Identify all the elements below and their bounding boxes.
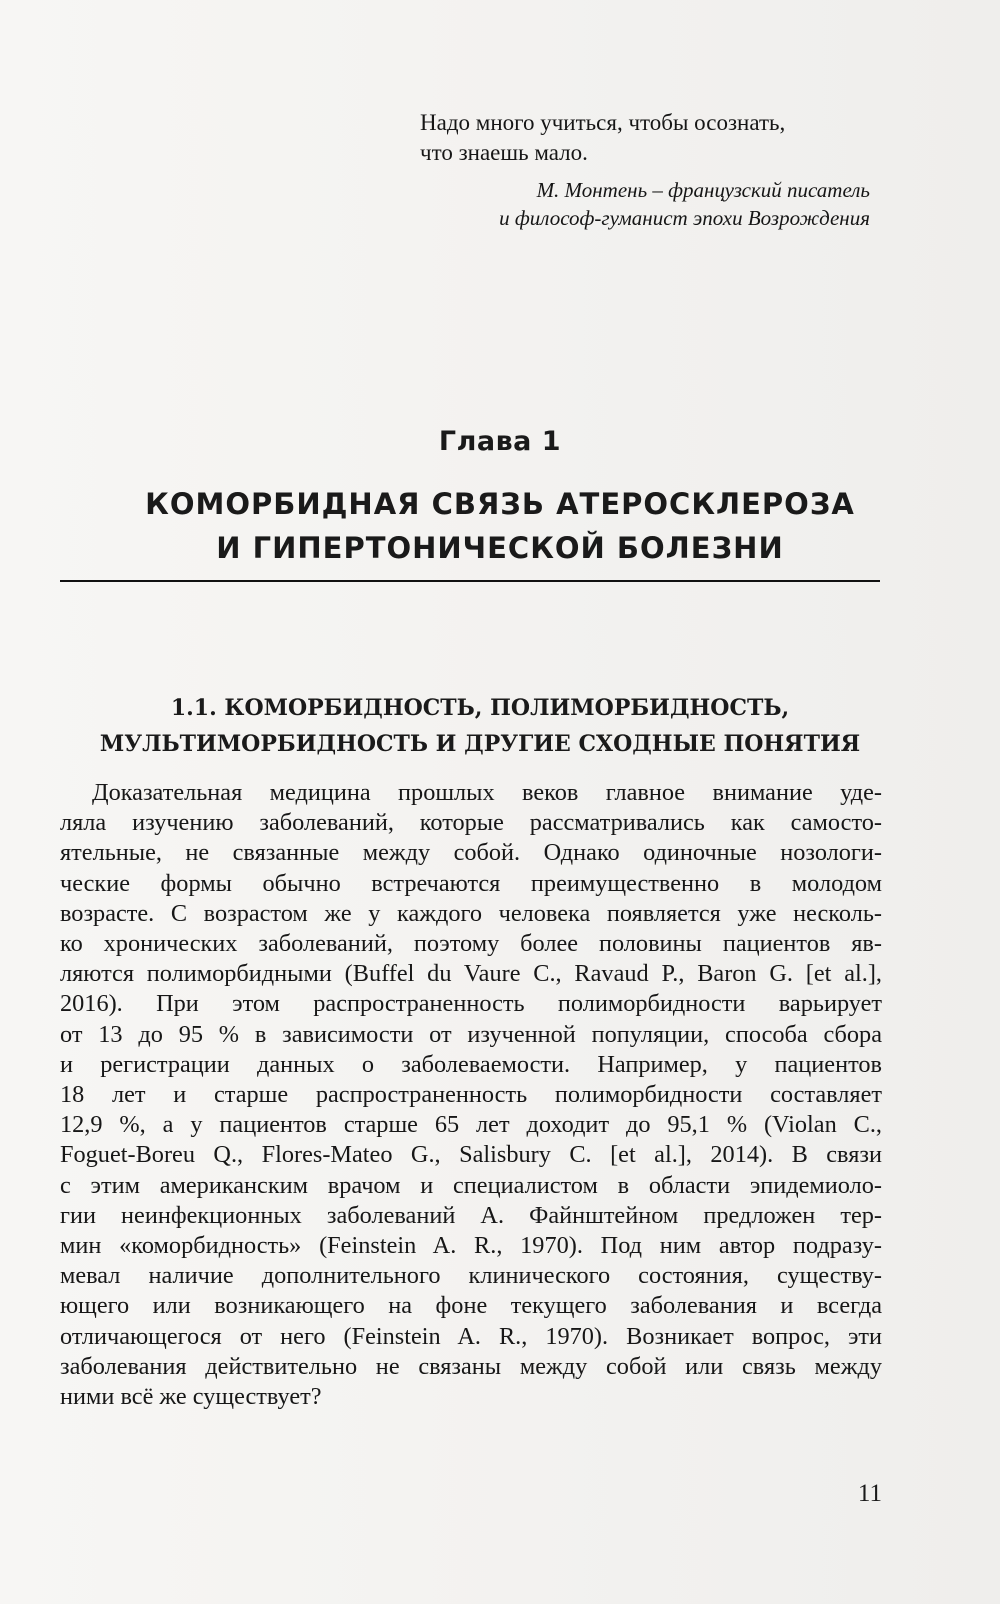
epigraph-attribution [420,176,870,232]
section-title [40,690,920,762]
epigraph-quote-line: что знаешь мало. [420,140,588,165]
body-line: и регистрации данных о заболеваемости. Например, у пациентов [60,1050,882,1078]
chapter-title-line: И ГИПЕРТОНИЧЕСКОЙ БОЛЕЗНИ [216,531,784,565]
body-line: ляла изучению заболеваний, которые рассматривались как самосто- [60,809,882,837]
body-line: ческие формы обычно встречаются преимущественно в молодом [60,869,882,897]
body-line: Foguet-Boreu Q., Flores-Mateo G., Salisbury C. [et al.], 2014). В связи [60,1141,882,1169]
section-title-line: 1.1. КОМОРБИДНОСТЬ, ПОЛИМОРБИДНОСТЬ, [170,695,790,721]
body-line: с этим американским врачом и специалистом в области эпидемиоло- [60,1171,882,1199]
epigraph-attribution-line: М. Монтень – французский писатель [536,178,870,202]
body-line: 18 лет и старше распространенность полиморбидности составляет [60,1081,882,1109]
body-line: мевал наличие дополнительного клинического состояния, существу- [60,1262,882,1290]
body-line: ко хронических заболеваний, поэтому более половины пациентов яв- [60,930,882,958]
body-line: Доказательная медицина прошлых веков главное внимание уде- [92,779,882,806]
chapter-label: Глава 1 [438,426,562,457]
body-line: заболевания действительно не связаны между собой или связь между [60,1352,882,1380]
body-line: от 13 до 95 % в зависимости от изученной популяции, способа сбора [60,1020,882,1048]
body-line: ющего или возникающего на фоне текущего заболевания и всегда [60,1292,882,1320]
body-line: мин «коморбидность» (Feinstein A. R., 1970). Под ним автор подразу- [60,1232,882,1260]
epigraph-attribution-line: и философ-гуманист эпохи Возрождения [499,206,870,230]
body-line: 12,9 %, а у пациентов старше 65 лет доходит до 95,1 % (Violan C., [60,1111,882,1139]
body-line: возрасте. С возрастом же у каждого человека появляется уже несколь- [60,899,882,927]
chapter-title [60,482,940,570]
epigraph [420,108,870,232]
chapter-title-line: КОМОРБИДНАЯ СВЯЗЬ АТЕРОСКЛЕРОЗА [145,487,855,521]
page-number: 11 [857,1480,882,1507]
body-line: отличающегося от него (Feinstein A. R., 1970). Возникает вопрос, эти [60,1322,882,1350]
body-line: ятельные, не связанные между собой. Однако одиночные нозологи- [60,839,882,867]
section-title-line: МУЛЬТИМОРБИДНОСТЬ И ДРУГИЕ СХОДНЫЕ ПОНЯТИЯ [99,731,861,757]
chapter-divider [60,580,880,582]
body-paragraph [60,778,882,1412]
body-line: ними всё же существует? [60,1383,322,1411]
epigraph-quote [420,108,870,168]
body-line: 2016). При этом распространенность полиморбидности варьирует [60,990,882,1018]
epigraph-quote-line: Надо много учиться, чтобы осознать, [420,110,786,135]
body-line: гии неинфекционных заболеваний А. Файнштейном предложен тер- [60,1201,882,1229]
body-line: ляются полиморбидными (Buffel du Vaure C., Ravaud P., Baron G. [et al.], [60,960,882,988]
